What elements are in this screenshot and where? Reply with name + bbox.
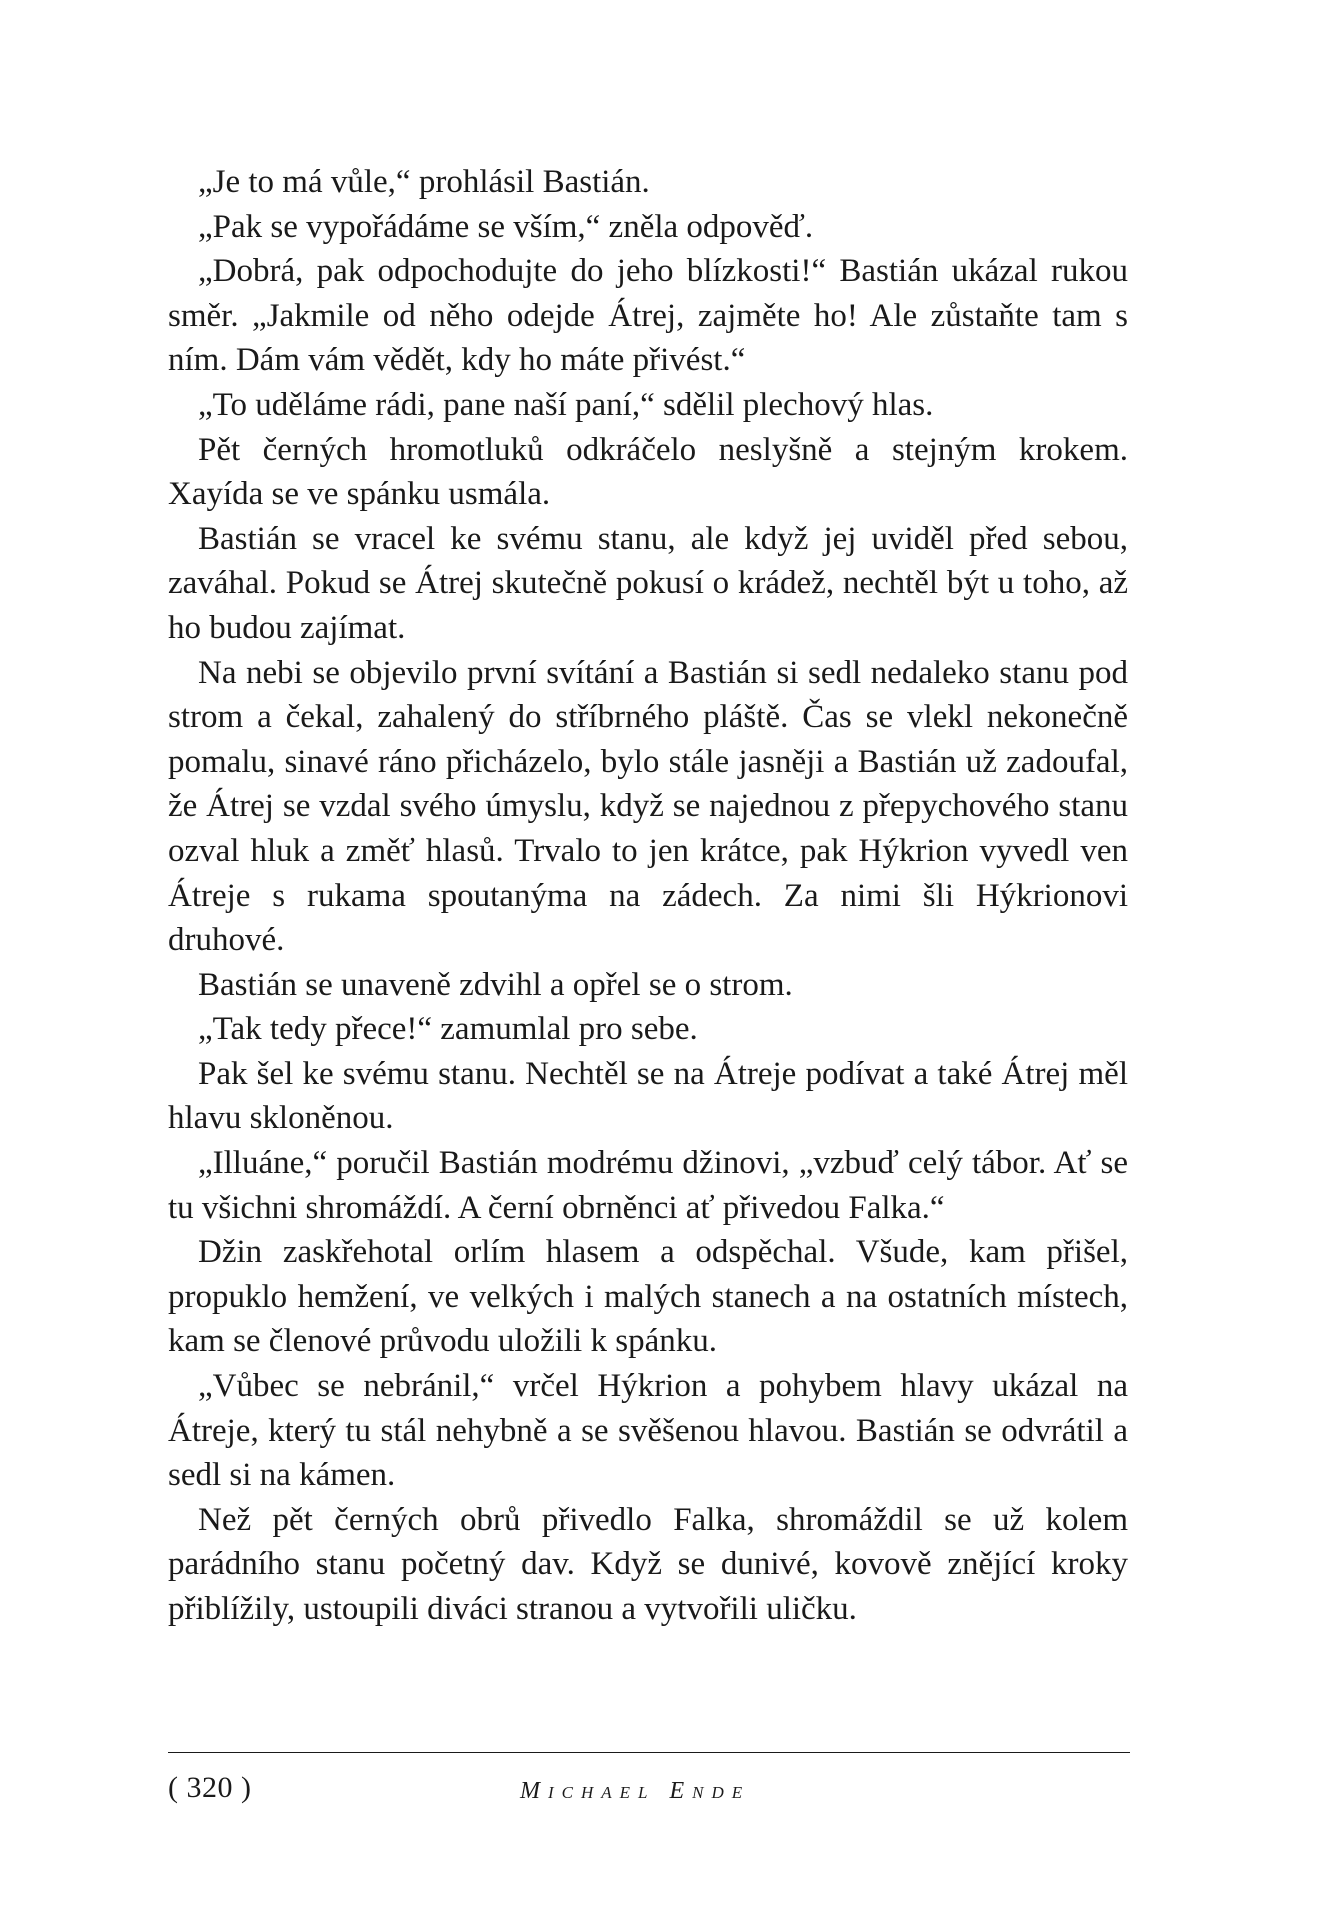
paragraph: Pět černých hromotluků odkráčelo neslyšně a stejným krokem. Xayída se ve spánku usmála.: [168, 431, 1128, 513]
paragraph: Bastián se vracel ke svému stanu, ale když jej uviděl před sebou, zaváhal. Pokud se Átrej skutečně pokusí o krádež, nechtěl být u toho, až ho budou zajímat.: [168, 520, 1128, 646]
paragraph: „To uděláme rádi, pane naší paní,“ sdělil plechový hlas.: [198, 386, 934, 423]
paragraph: Bastián se unaveně zdvihl a opřel se o strom.: [198, 966, 793, 1003]
body-text: [168, 160, 1128, 1632]
paragraph: Džin zaskřehotal orlím hlasem a odspěchal. Všude, kam přišel, propuklo hemžení, ve velkých i malých stanech a na ostatních místech, kam se členové průvodu uložili k spánku.: [168, 1234, 1128, 1360]
paragraph: „Dobrá, pak odpochodujte do jeho blízkosti!“ Bastián ukázal rukou směr. „Jakmile od něho odejde Átrej, zajměte ho! Ale zůstaňte tam s ním. Dám vám vědět, kdy ho máte přivést.“: [168, 253, 1128, 379]
paragraph: Pak šel ke svému stanu. Nechtěl se na Átreje podívat a také Átrej měl hlavu skloněnou.: [168, 1055, 1128, 1137]
footer-rule: [168, 1752, 1130, 1753]
paragraph: „Illuáne,“ poručil Bastián modrému džinovi, „vzbuď celý tábor. Ať se tu všichni shromáždí. A černí obrněnci ať přivedou Falka.“: [168, 1145, 1128, 1226]
paragraph: „Je to má vůle,“ prohlásil Bastián.: [198, 164, 650, 200]
paragraph: „Vůbec se nebránil,“ vrčel Hýkrion a pohybem hlavy ukázal na Átreje, který tu stál nehybně a se svěšenou hlavou. Bastián se odvrátil a sedl si na kámen.: [168, 1368, 1128, 1494]
paragraph: Na nebi se objevilo první svítání a Bastián si sedl nedaleko stanu pod strom a čekal, zahalený do stříbrného pláště. Čas se vlekl nekonečně pomalu, sinavé ráno přicházelo, bylo stále jasněji a Bastián už zadoufal, že Átrej se vzdal svého úmyslu, když se najednou z přepychového stanu ozval hluk a změť hlasů. Trvalo to jen krátce, pak Hýkrion vyvedl ven Átreje s rukama spoutanýma na zádech. Za nimi šli Hýkrionovi druhové.: [168, 654, 1128, 959]
paragraph: „Tak tedy přece!“ zamumlal pro sebe.: [198, 1011, 698, 1048]
page-number: ( 320 ): [168, 1771, 252, 1804]
running-head-author: Michael Ende: [520, 1778, 751, 1804]
paragraph: Než pět černých obrů přivedlo Falka, shromáždil se už kolem parádního stanu početný dav. Když se dunivé, kovově znějící kroky přiblížily, ustoupili diváci stranou a vytvořili uličku.: [168, 1501, 1128, 1627]
paragraph: „Pak se vypořádáme se vším,“ zněla odpověď.: [198, 208, 814, 245]
